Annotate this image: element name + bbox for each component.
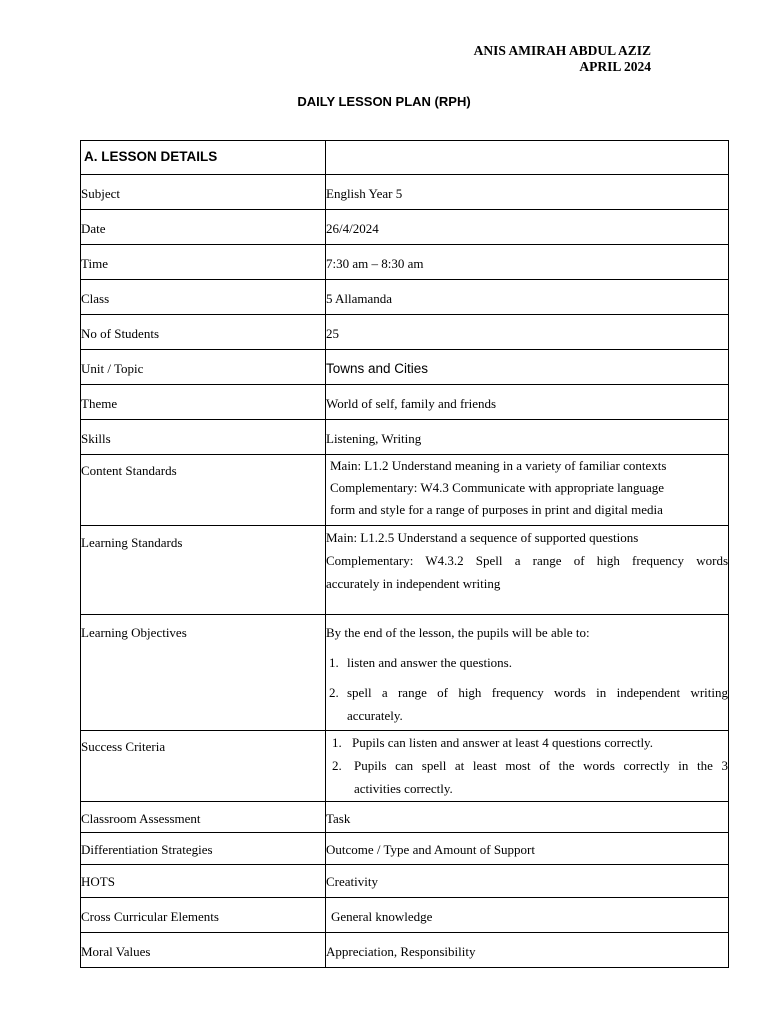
table-row	[81, 865, 729, 898]
row-label-topic: Unit / Topic	[81, 361, 144, 376]
row-label-subject: Subject	[81, 186, 120, 201]
row-value-class: 5 Allamanda	[326, 291, 393, 306]
objectives-list	[326, 644, 728, 727]
list-item	[326, 674, 728, 727]
row-value-students: 25	[326, 326, 339, 341]
list-item	[326, 651, 728, 674]
row-value-moral: Appreciation, Responsibility	[326, 944, 476, 959]
content-standard-main: Main: L1.2 Understand meaning in a variety of familiar contexts	[330, 458, 667, 473]
row-value-hots: Creativity	[326, 874, 378, 889]
learning-standard-complementary-1: Complementary: W4.3.2 Spell a range of high frequency words	[326, 553, 728, 568]
document-title: DAILY LESSON PLAN (RPH)	[297, 94, 471, 109]
list-text: Pupils can listen and answer at least 4 questions correctly.	[352, 735, 653, 750]
row-label-learning-standards: Learning Standards	[81, 535, 183, 550]
row-value-topic: Towns and Cities	[326, 361, 429, 376]
document-header	[474, 43, 651, 75]
row-label-theme: Theme	[81, 396, 118, 411]
list-text: spell a range of high frequency words in independent writing	[347, 685, 728, 700]
content-standard-complementary-1: Complementary: W4.3 Communicate with appropriate language	[330, 480, 665, 495]
table-row	[81, 933, 729, 968]
row-value-assessment: Task	[326, 811, 351, 826]
list-number: 1.	[332, 735, 342, 750]
list-text-continued: accurately.	[347, 708, 403, 723]
list-number: 2.	[332, 758, 342, 773]
table-row	[81, 280, 729, 315]
table-row	[81, 615, 729, 731]
list-text: listen and answer the questions.	[347, 655, 512, 670]
table-row	[81, 175, 729, 210]
table-row	[81, 898, 729, 933]
table-row	[81, 802, 729, 833]
table-row	[81, 350, 729, 385]
objectives-intro: By the end of the lesson, the pupils will be able to:	[326, 625, 590, 640]
header-date: APRIL 2024	[579, 59, 651, 74]
section-heading-row	[81, 141, 729, 175]
table-row	[81, 245, 729, 280]
row-label-skills: Skills	[81, 431, 111, 446]
row-value-time: 7:30 am – 8:30 am	[326, 256, 424, 271]
table-row	[81, 526, 729, 615]
table-row	[81, 455, 729, 526]
table-row	[81, 731, 729, 802]
content-standard-complementary-2: form and style for a range of purposes in print and digital media	[330, 502, 663, 517]
row-label-date: Date	[81, 221, 106, 236]
row-label-time: Time	[81, 256, 108, 271]
row-value-skills: Listening, Writing	[326, 431, 422, 446]
row-label-content-standards: Content Standards	[81, 463, 177, 478]
table-row	[81, 420, 729, 455]
row-label-hots: HOTS	[81, 874, 115, 889]
row-label-students: No of Students	[81, 326, 159, 341]
table-row	[81, 833, 729, 865]
row-label-objectives: Learning Objectives	[81, 625, 187, 640]
section-heading-empty-cell	[326, 141, 729, 175]
row-value-subject: English Year 5	[326, 186, 403, 201]
row-value-differentiation: Outcome / Type and Amount of Support	[326, 842, 535, 857]
section-heading-cell	[81, 141, 326, 175]
list-item	[332, 731, 728, 754]
list-number: 2.	[329, 685, 339, 700]
author-name: ANIS AMIRAH ABDUL AZIZ	[473, 43, 651, 58]
row-label-differentiation: Differentiation Strategies	[81, 842, 213, 857]
success-list	[332, 731, 728, 800]
list-item	[332, 754, 728, 800]
table-row	[81, 315, 729, 350]
table-row	[81, 385, 729, 420]
row-label-success: Success Criteria	[81, 739, 166, 754]
row-value-cross: General knowledge	[331, 909, 433, 924]
table-row	[81, 210, 729, 245]
row-value-theme: World of self, family and friends	[326, 396, 497, 411]
list-text-continued: activities correctly.	[354, 781, 453, 796]
learning-standard-main: Main: L1.2.5 Understand a sequence of supported questions	[326, 530, 639, 545]
lesson-details-table	[80, 140, 729, 968]
list-number: 1.	[329, 655, 339, 670]
row-label-assessment: Classroom Assessment	[81, 811, 201, 826]
row-value-date: 26/4/2024	[326, 221, 379, 236]
learning-standard-complementary-2: accurately in independent writing	[326, 576, 501, 591]
row-label-cross: Cross Curricular Elements	[81, 909, 219, 924]
row-label-class: Class	[81, 291, 110, 306]
section-heading: A. LESSON DETAILS	[84, 149, 218, 164]
row-label-moral: Moral Values	[81, 944, 151, 959]
list-text: Pupils can spell at least most of the words correctly in the 3	[354, 758, 728, 773]
